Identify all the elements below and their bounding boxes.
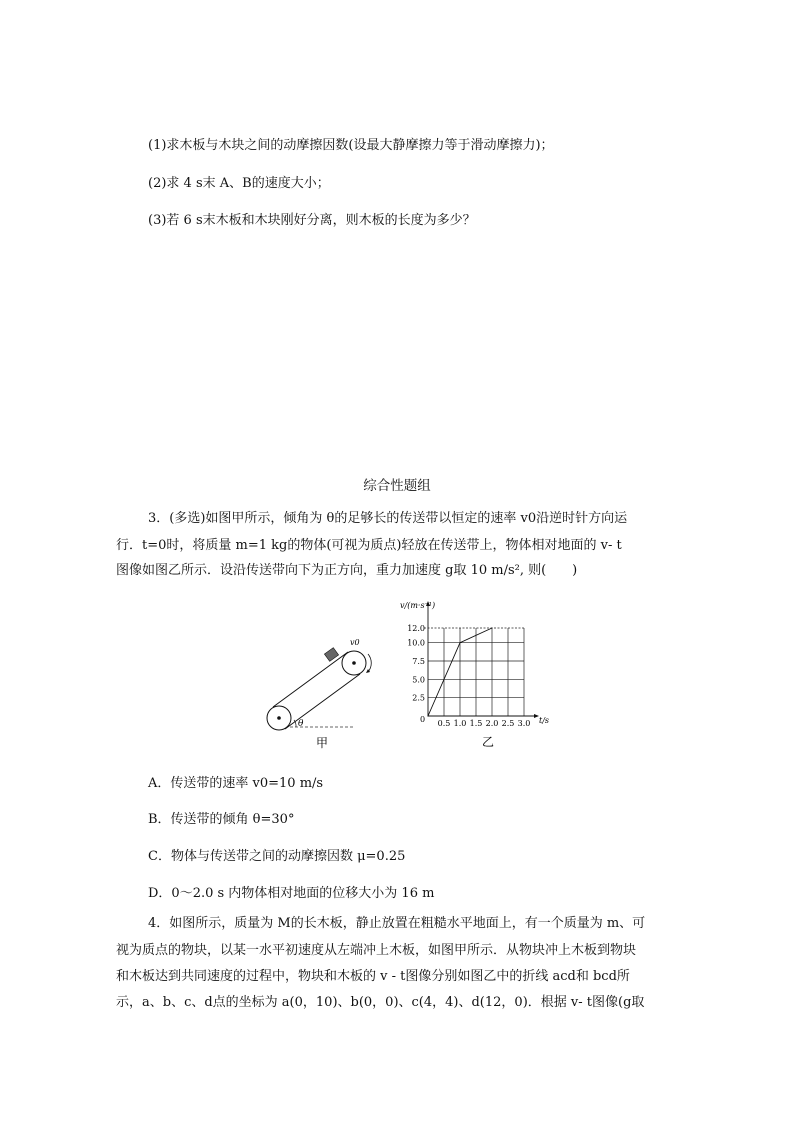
y-tick-label: 2.5 <box>412 693 425 703</box>
q2-part-3: (3)若 6 s末木板和木块刚好分离，则木板的长度为多少？ <box>148 213 476 228</box>
y-axis-label: v/(m·s⁻¹) <box>400 601 436 610</box>
figure-jia-conveyor <box>258 632 388 754</box>
y-tick-label: 10.0 <box>407 638 425 648</box>
y-tick-label: 5.0 <box>412 675 425 685</box>
y-tick-label: 12.0 <box>407 624 425 633</box>
caption-jia: 甲 <box>316 736 329 750</box>
q3-line-1: 3．(多选)如图甲所示，倾角为 θ的足够长的传送带以恒定的速率 v0沿逆时针方向运 <box>148 511 628 526</box>
x-tick-label: 2.5 <box>501 719 515 728</box>
q2-part-1: (1)求木板与木块之间的动摩擦因数(设最大静摩擦力等于滑动摩擦力)； <box>148 138 554 153</box>
q2-part-2: (2)求 4 s末 A、B的速度大小； <box>148 176 330 191</box>
q3-option-c: C．物体与传送带之间的动摩擦因数 μ=0.25 <box>148 849 406 864</box>
caption-yi: 乙 <box>482 735 495 749</box>
x-axis-label: t/s <box>539 716 550 725</box>
v0-label: v0 <box>350 638 360 647</box>
q4-line-3: 和木板达到共同速度的过程中，物块和木板的 v - t图像分别如图乙中的折线 acd和 bcd所 <box>116 969 630 984</box>
q3-option-d: D．0～2.0 s 内物体相对地面的位移大小为 16 m <box>148 886 435 901</box>
x-tick-label: 1.5 <box>469 719 483 728</box>
figure-yi-vt-chart <box>392 594 562 754</box>
section-title: 综合性题组 <box>363 478 431 494</box>
q4-line-1: 4．如图所示，质量为 M的长木板，静止放置在粗糙水平地面上，有一个质量为 m、可 <box>148 916 646 931</box>
q3-line-2: 行．t=0时，将质量 m=1 kg的物体(可视为质点)轻放在传送带上，物体相对地面的 v- t <box>116 538 622 553</box>
theta-label: θ <box>298 719 304 729</box>
block-on-belt <box>324 648 338 662</box>
origin-label: 0 <box>420 715 426 724</box>
x-tick-label: 2.0 <box>485 719 499 728</box>
q3-option-a: A．传送带的速率 v0=10 m/s <box>148 776 324 791</box>
q4-line-2: 视为质点的物块，以某一水平初速度从左端冲上木板，如图甲所示．从物块冲上木板到物块 <box>116 943 637 958</box>
q3-option-b: B．传送带的倾角 θ=30° <box>148 812 295 827</box>
q4-line-4: 示，a、b、c、d点的坐标为 a(0，10)、b(0，0)、c(4，4)、d(12，0)．根据 v- t图像(g取 <box>116 995 645 1010</box>
y-tick-label: 7.5 <box>412 657 425 666</box>
x-tick-label: 0.5 <box>437 719 451 728</box>
x-tick-label: 3.0 <box>517 719 531 728</box>
q3-line-3: 图像如图乙所示．设沿传送带向下为正方向，重力加速度 g取 10 m/s², 则( ) <box>116 563 578 578</box>
x-tick-label: 1.0 <box>453 719 467 728</box>
